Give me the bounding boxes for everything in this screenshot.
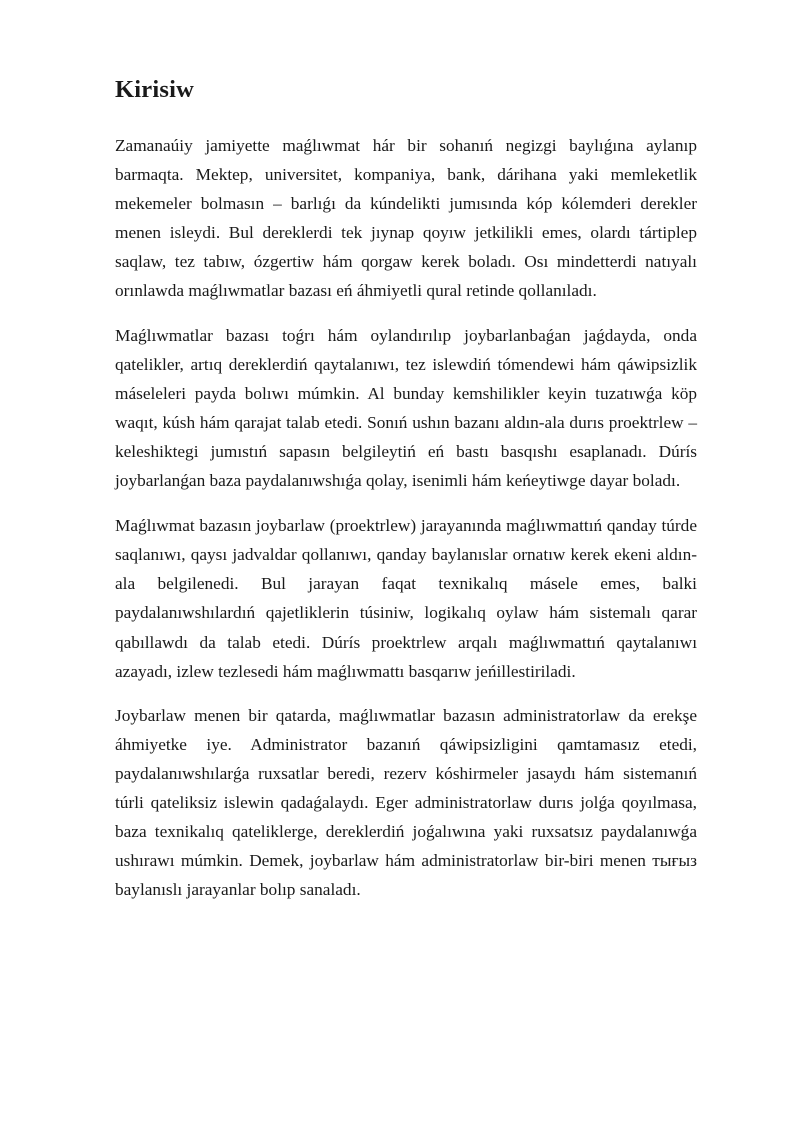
document-page: [115, 70, 697, 904]
paragraph-3: Maǵlıwmat bazasın joybarlaw (proektrlew) jarayanında maǵlıwmattıń qanday túrde saqlanıwı, qaysı jadvaldar qollanıwı, qanday baylanıslar ornatıw kerek ekeni aldın-ala belgilenedi. Bul jarayan faqat texnikalıq másele emes, balki paydalanıwshılardıń qajetliklerin túsiniw, logikalıq oylaw hám sistemalı qarar qabıllawdı da talab etedi. Dúrís proektrlew arqalı maǵlıwmattıń qaytalanıwı azayadı, izlew tezlesedi hám maǵlıwmattı basqarıw jeńillestiriladi.: [115, 516, 697, 681]
paragraph-2: Maǵlıwmatlar bazası toǵrı hám oylandırılıp joybarlanbaǵan jaǵdayda, onda qatelikler, artıq dereklerdiń qaytalanıwı, tez islewdiń tómendewi hám qáwipsizlik máseleleri payda bolıwı múmkin. Al bunday kemshilikler keyin tuzatıwǵa köp waqıt, kúsh hám qarajat talab etedi. Sonıń ushın bazanı aldın-ala durıs proektrlew – keleshiktegi jumıstıń sapasın belgileytiń eń bastı basqıshı esaplanadı. Dúrís joybarlanǵan baza paydalanıwshıǵa qolay, isenimli hám keńeytiwge dayar boladı.: [115, 325, 697, 491]
section-heading: Kirisiw: [115, 76, 194, 103]
paragraph-4: Joybarlaw menen bir qatarda, maǵlıwmatlar bazasın administratorlaw da erekşe áhmiyetke iye. Administrator bazanıń qáwipsizligini qamtamasız etedi, paydalanıwshılarǵa ruxsatlar beredi, rezerv kóshirmeler jasaydı hám sistemanıń túrli qateliksiz islewin qadaǵalaydı. Eger administratorlaw durıs jolǵa qoyılmasa, baza texnikalıq qateliklerge, dereklerdiń joǵalıwına yaki ruxsatsız paydalanıwǵa ushırawı múmkin. Demek, joybarlaw hám administratorlaw bir-biri menen тығыз baylanıslı jarayanlar bolıp sanaladı.: [115, 705, 697, 900]
paragraph-1: Zamanaúiy jamiyette maǵlıwmat hár bir sohanıń negizgi baylıǵına aylanıp barmaqta. Mektep, universitet, kompaniya, bank, dárihana yaki memleketlik mekemeler bolmasın – barlıǵı da kúndelikti jumısında kóp kólemderi derekler menen isleydi. Bul dereklerdi tek jıynap qoyıw jetkilikli emes, olardı tártiplep saqlaw, tez tabıw, ózgertiw hám qorgaw kerek boladı. Osı mindetterdi natıyalı orınlawda maǵlıwmatlar bazası eń áhmiyetli qural retinde qollanıladı.: [115, 136, 697, 301]
